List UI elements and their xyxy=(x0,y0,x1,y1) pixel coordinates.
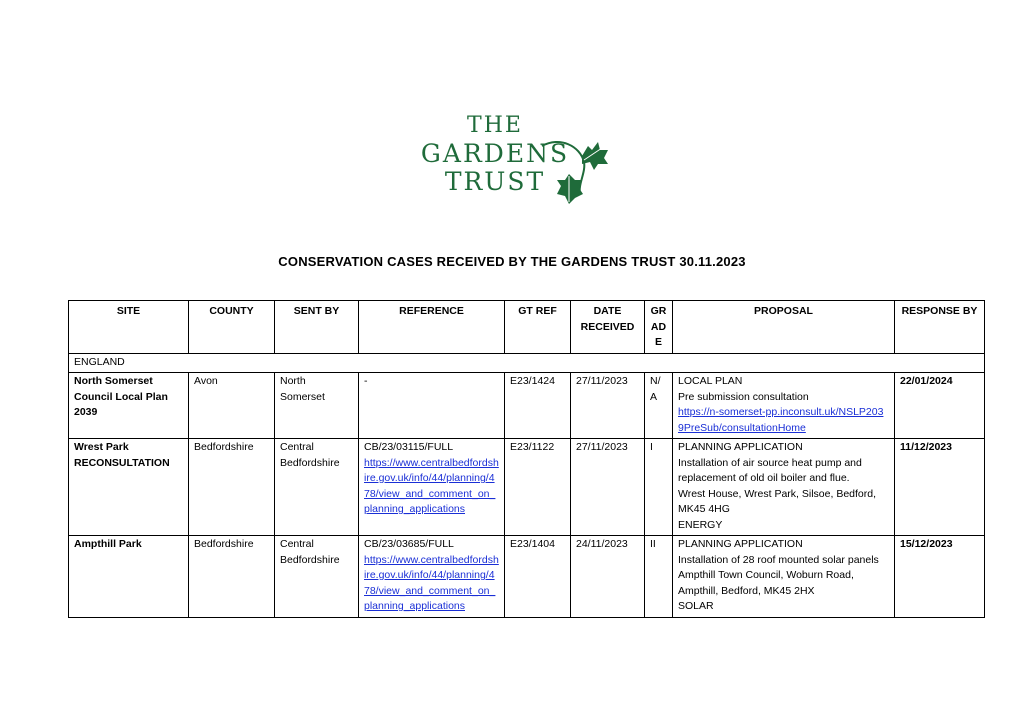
logo-line-the: THE xyxy=(467,113,523,138)
table-row xyxy=(69,439,985,536)
cell-grade: I xyxy=(645,439,673,536)
cell-site: North Somerset Council Local Plan 2039 xyxy=(69,373,189,439)
cell-proposal xyxy=(673,373,895,439)
document-title: CONSERVATION CASES RECEIVED BY THE GARDENS TRUST 30.11.2023 xyxy=(278,254,746,269)
cell-proposal xyxy=(673,536,895,618)
reference-code: CB/23/03115/FULL xyxy=(364,441,454,453)
cell-sent-by: Central Bedfordshire xyxy=(275,536,359,618)
header-response-by: RESPONSE BY xyxy=(895,301,985,354)
proposal-type: PLANNING APPLICATION xyxy=(678,441,803,453)
reference-code: CB/23/03685/FULL xyxy=(364,538,454,550)
logo-line-trust: TRUST xyxy=(444,167,546,196)
cell-grade: N/A xyxy=(645,373,673,439)
reference-link[interactable]: https://www.centralbedfordshire.gov.uk/info/44/planning/478/view_and_comment_on_planning_applications xyxy=(364,456,499,515)
reference-code: - xyxy=(364,375,368,387)
proposal-address: Ampthill Town Council, Woburn Road, Ampthill, Bedford, MK45 2HX xyxy=(678,569,854,597)
cell-site: Wrest Park RECONSULTATION xyxy=(69,439,189,536)
header-site: SITE xyxy=(69,301,189,354)
proposal-detail: Pre submission consultation xyxy=(678,390,809,403)
cell-date-received: 27/11/2023 xyxy=(571,439,645,536)
lower-leaf-icon xyxy=(555,172,583,206)
reference-link[interactable]: https://www.centralbedfordshire.gov.uk/info/44/planning/478/view_and_comment_on_planning_applications xyxy=(364,553,499,612)
table-row xyxy=(69,536,985,618)
proposal-detail: Installation of air source heat pump and replacement of old oil boiler and flue. xyxy=(678,456,862,484)
cell-reference xyxy=(359,373,505,439)
table-row xyxy=(69,373,985,439)
cell-response-by: 11/12/2023 xyxy=(895,439,985,536)
proposal-type: LOCAL PLAN xyxy=(678,375,743,387)
cell-gt-ref: E23/1424 xyxy=(505,373,571,439)
cell-date-received: 27/11/2023 xyxy=(571,373,645,439)
header-date-received: DATE RECEIVED xyxy=(571,301,645,354)
proposal-detail: Installation of 28 roof mounted solar panels xyxy=(678,553,879,566)
table-header-row xyxy=(69,301,985,354)
header-proposal: PROPOSAL xyxy=(673,301,895,354)
cell-date-received: 24/11/2023 xyxy=(571,536,645,618)
logo-line-gardens: GARDENS xyxy=(420,139,570,168)
region-row xyxy=(69,353,985,373)
cell-county: Bedfordshire xyxy=(189,536,275,618)
cell-sent-by: North Somerset xyxy=(275,373,359,439)
cell-gt-ref: E23/1404 xyxy=(505,536,571,618)
header-sent-by: SENT BY xyxy=(275,301,359,354)
header-gt-ref: GT REF xyxy=(505,301,571,354)
proposal-tag: ENERGY xyxy=(678,518,723,531)
cell-reference xyxy=(359,536,505,618)
header-reference: REFERENCE xyxy=(359,301,505,354)
cell-sent-by: Central Bedfordshire xyxy=(275,439,359,536)
cell-gt-ref: E23/1122 xyxy=(505,439,571,536)
proposal-tag: SOLAR xyxy=(678,600,714,612)
proposal-type: PLANNING APPLICATION xyxy=(678,538,803,550)
header-grade: GR AD E xyxy=(645,301,673,354)
proposal-address: Wrest House, Wrest Park, Silsoe, Bedford, MK45 4HG xyxy=(678,487,877,515)
gardens-trust-logo xyxy=(410,112,620,212)
cell-reference xyxy=(359,439,505,536)
cell-grade: II xyxy=(645,536,673,618)
cell-site: Ampthill Park xyxy=(69,536,189,618)
upper-leaf-icon xyxy=(578,140,610,172)
cell-response-by: 22/01/2024 xyxy=(895,373,985,439)
conservation-cases-table xyxy=(68,300,985,618)
cell-county: Avon xyxy=(189,373,275,439)
cell-county: Bedfordshire xyxy=(189,439,275,536)
cell-proposal xyxy=(673,439,895,536)
region-label: ENGLAND xyxy=(69,353,985,373)
header-county: COUNTY xyxy=(189,301,275,354)
cell-response-by: 15/12/2023 xyxy=(895,536,985,618)
proposal-link[interactable]: https://n-somerset-pp.inconsult.uk/NSLP2039PreSub/consultationHome xyxy=(678,406,884,434)
